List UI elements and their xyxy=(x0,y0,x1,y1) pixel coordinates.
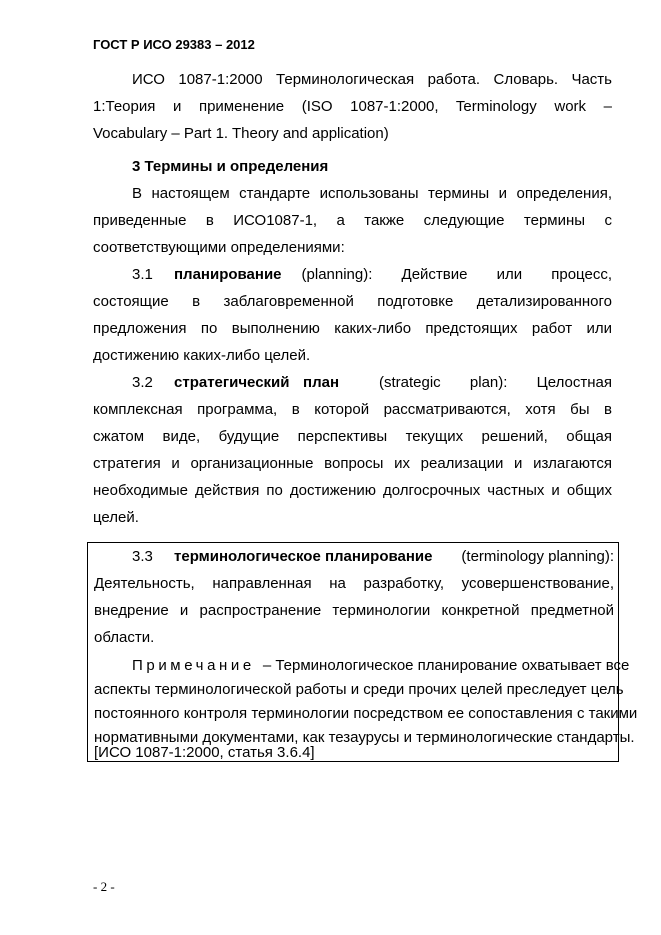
term-definition-line: состоящие в заблаговременной подготовке детализированного xyxy=(93,293,612,310)
term-name: планирование xyxy=(174,266,282,283)
section-title: 3 Термины и определения xyxy=(132,158,329,175)
term-definition-line: области. xyxy=(94,629,155,646)
note-label: Примечание xyxy=(132,657,255,674)
term-name: стратегический план xyxy=(174,374,339,391)
intro-line: соответствующими определениями: xyxy=(93,239,345,256)
term-number: 3.3 xyxy=(132,548,153,565)
reference-line: ИСО 1087-1:2000 Терминологическая работа. Словарь. Часть xyxy=(132,71,612,88)
page-number: - 2 - xyxy=(93,879,115,894)
term-definition-start: (terminology planning): xyxy=(461,548,614,565)
document-header: ГОСТ Р ИСО 29383 – 2012 xyxy=(93,37,255,52)
note-line: аспекты терминологической работы и среди прочих целей преследует цель xyxy=(94,681,624,698)
reference-line: Vocabulary – Part 1. Theory and application) xyxy=(93,125,389,142)
term-definition-line: Деятельность, направленная на разработку, усовершенствование, xyxy=(94,575,614,592)
term-definition-line: стратегия и организационные вопросы их реализации и излагаются xyxy=(93,455,612,472)
source-reference: [ИСО 1087-1:2000, статья 3.6.4] xyxy=(94,744,315,761)
term-definition-line: предложения по выполнению каких-либо предстоящих работ или xyxy=(93,320,612,337)
term-definition-line: необходимые действия по достижению долгосрочных частных и общих xyxy=(93,482,612,499)
note-line: нормативными документами, как тезаурусы и терминологические стандарты. xyxy=(94,729,635,746)
note-first-line xyxy=(132,657,630,674)
term-name: терминологическое планирование xyxy=(174,548,433,565)
note-text: – Терминологическое планирование охватывает все xyxy=(262,657,630,674)
term-3-1-first-line xyxy=(132,266,612,283)
term-definition-line: сжатом виде, будущие перспективы текущих решений, общая xyxy=(93,428,612,445)
term-definition-start: (planning): Действие или процесс, xyxy=(301,266,612,283)
term-definition-line: комплексная программа, в которой рассматриваются, хотя бы в xyxy=(93,401,612,418)
term-definition-line: целей. xyxy=(93,509,139,526)
reference-line: 1:Теория и применение (ISO 1087-1:2000, Terminology work – xyxy=(93,98,612,115)
intro-line: приведенные в ИСО1087-1, а также следующие термины с xyxy=(93,212,612,229)
term-3-3-box xyxy=(87,542,638,762)
intro-line: В настоящем стандарте использованы термины и определения, xyxy=(132,185,612,202)
term-definition-line: внедрение и распространение терминологии конкретной предметной xyxy=(94,602,614,619)
note-line: постоянного контроля терминологии посредством ее сопоставления с такими xyxy=(94,705,638,722)
term-number: 3.1 xyxy=(132,266,153,283)
term-number: 3.2 xyxy=(132,374,153,391)
term-3-3-first-line xyxy=(132,548,614,565)
term-definition-start: (strategic plan): Целостная xyxy=(379,374,612,391)
term-3-2-first-line xyxy=(132,374,612,391)
term-definition-line: достижению каких-либо целей. xyxy=(93,347,311,364)
